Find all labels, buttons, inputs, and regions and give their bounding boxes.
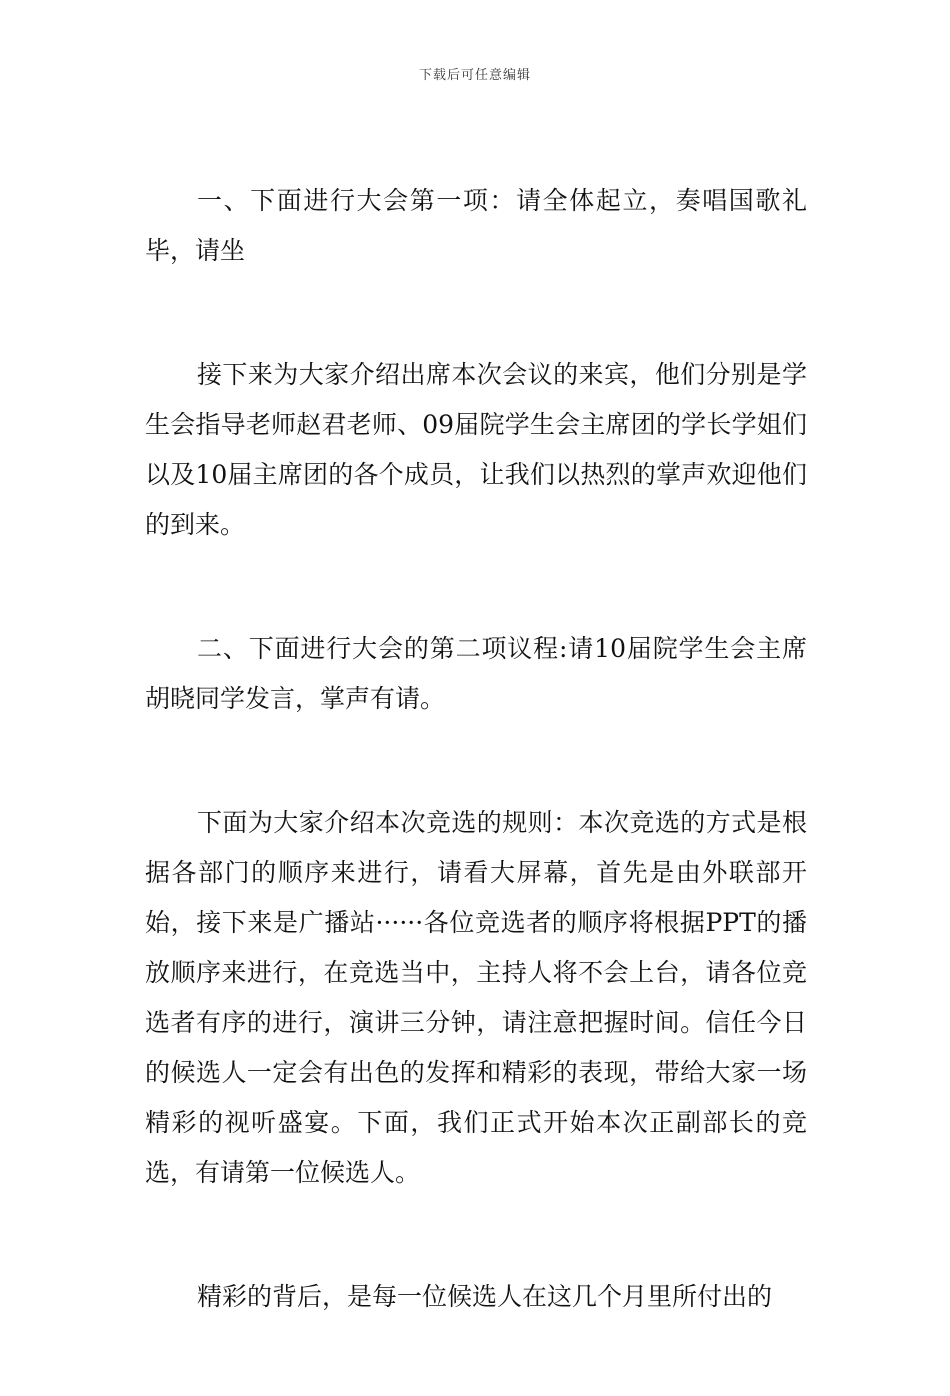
document-body xyxy=(145,176,807,1396)
paragraph-item-two: 二、下面进行大会的第二项议程:请10届院学生会主席胡晓同学发言，掌声有请。 xyxy=(145,634,807,713)
paragraph-closing-partial: 精彩的背后，是每一位候选人在这几个月里所付出的 xyxy=(197,1282,773,1311)
paragraph-guest-introduction: 接下来为大家介绍出席本次会议的来宾，他们分别是学生会指导老师赵君老师、09届院学生会主席团的学长学姐们以及10届主席团的各个成员，让我们以热烈的掌声欢迎他们的到来。 xyxy=(145,360,807,539)
paragraph-opening-item-one: 一、下面进行大会第一项：请全体起立，奏唱国歌礼毕，请坐 xyxy=(145,186,807,265)
page-header: 下载后可任意编辑 xyxy=(418,68,531,83)
paragraph-election-rules: 下面为大家介绍本次竞选的规则：本次竞选的方式是根据各部门的顺序来进行，请看大屏幕，首先是由外联部开始，接下来是广播站······各位竞选者的顺序将根据PPT的播放顺序来进行，在竞选当中，主持人将不会上台，请各位竞选者有序的进行，演讲三分钟，请注意把握时间。信任今日的候选人一定会有出色的发挥和精彩的表现，带给大家一场精彩的视听盛宴。下面，我们正式开始本次正副部长的竞选，有请第一位候选人。 xyxy=(145,808,807,1187)
